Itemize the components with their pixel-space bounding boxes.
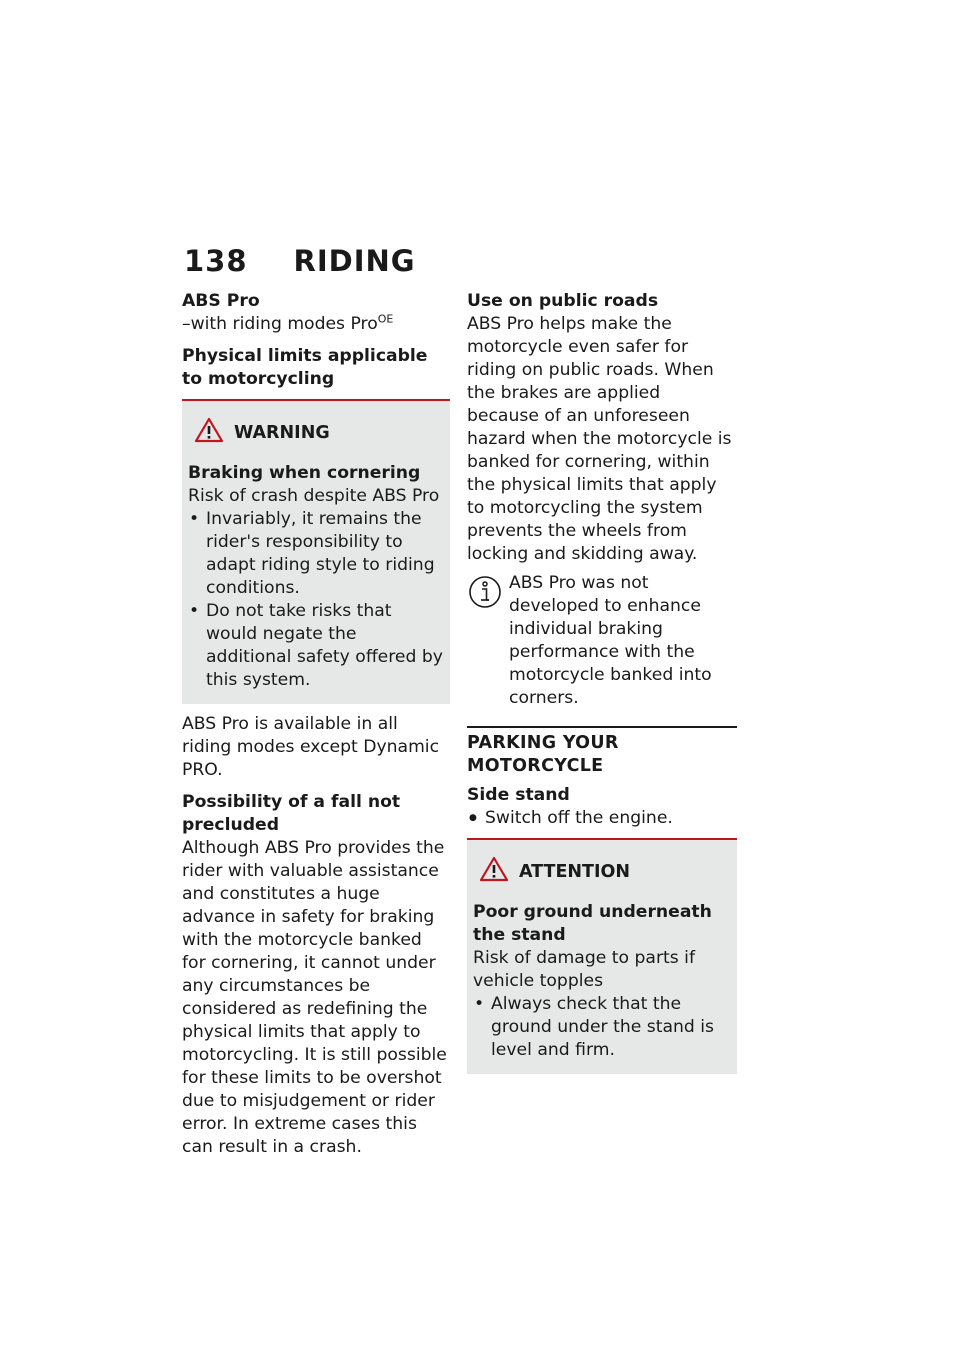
physical-limits-heading: Physical limits applicable to motorcycling xyxy=(182,346,428,389)
note-text: ABS Pro was not developed to enhance individual braking performance with the motorcycle banked into corners. xyxy=(509,573,712,708)
left-column xyxy=(182,290,450,1159)
optional-equipment-mark: OE xyxy=(377,312,394,326)
section-title: ABS Pro xyxy=(182,291,260,311)
list-item: • Always check that the ground under the stand is level and firm. xyxy=(473,993,731,1062)
attention-label: ATTENTION xyxy=(519,862,631,882)
parking-heading: PARKING YOUR MOTORCYCLE xyxy=(467,726,737,778)
fall-heading: Possibility of a fall not precluded xyxy=(182,792,401,835)
warning-triangle-icon xyxy=(194,417,224,450)
warning-heading: Braking when cornering xyxy=(188,463,421,483)
section-subtitle: –with riding modes Pro$^{OE}$ xyxy=(182,312,394,334)
warning-bullets xyxy=(188,508,444,692)
warning-label: WARNING xyxy=(234,423,330,443)
list-item: • Do not take risks that would negate the additional safety offered by this system. xyxy=(188,600,444,692)
warning-title xyxy=(188,417,444,450)
side-stand-heading: Side stand xyxy=(467,785,570,805)
warning-triangle-icon xyxy=(479,856,509,889)
attention-bullets xyxy=(473,993,731,1062)
warning-risk: Risk of crash despite ABS Pro xyxy=(188,486,440,506)
attention-box xyxy=(467,838,737,1074)
right-column xyxy=(467,290,737,1074)
chapter-title: RIDING xyxy=(293,244,416,278)
page-number: 138 xyxy=(184,244,248,278)
attention-risk: Risk of damage to parts if vehicle topples xyxy=(473,948,695,991)
fall-text: Although ABS Pro provides the rider with valuable assistance and constitutes a huge advance in safety for braking with the motorcycle banked for cornering, it cannot under any circumstances be considered as redefining the physical limits that apply to motorcycling. It is still possible for these limits to be overshot due to misjudgement or rider error. In extreme cases this can result in a crash. xyxy=(182,838,447,1157)
public-roads-text: ABS Pro helps make the motorcycle even safer for riding on public roads. When the brakes are applied because of an unforeseen hazard when the motorcycle is banked for cornering, within the physical limits that apply to motorcycling the system prevents the wheels from locking and skidding away. xyxy=(467,314,732,564)
attention-heading: Poor ground underneath the stand xyxy=(473,902,712,945)
info-note xyxy=(467,572,737,710)
side-stand-steps xyxy=(467,807,737,830)
page-header xyxy=(184,244,416,278)
warning-box xyxy=(182,399,450,704)
public-roads-heading: Use on public roads xyxy=(467,291,659,311)
availability-text: ABS Pro is available in all riding modes except Dynamic PRO. xyxy=(182,714,440,780)
info-icon xyxy=(467,572,505,710)
list-item: • Invariably, it remains the rider's responsibility to adapt riding style to riding conditions. xyxy=(188,508,444,600)
attention-title xyxy=(473,856,731,889)
list-item: ● Switch off the engine. xyxy=(467,807,737,830)
